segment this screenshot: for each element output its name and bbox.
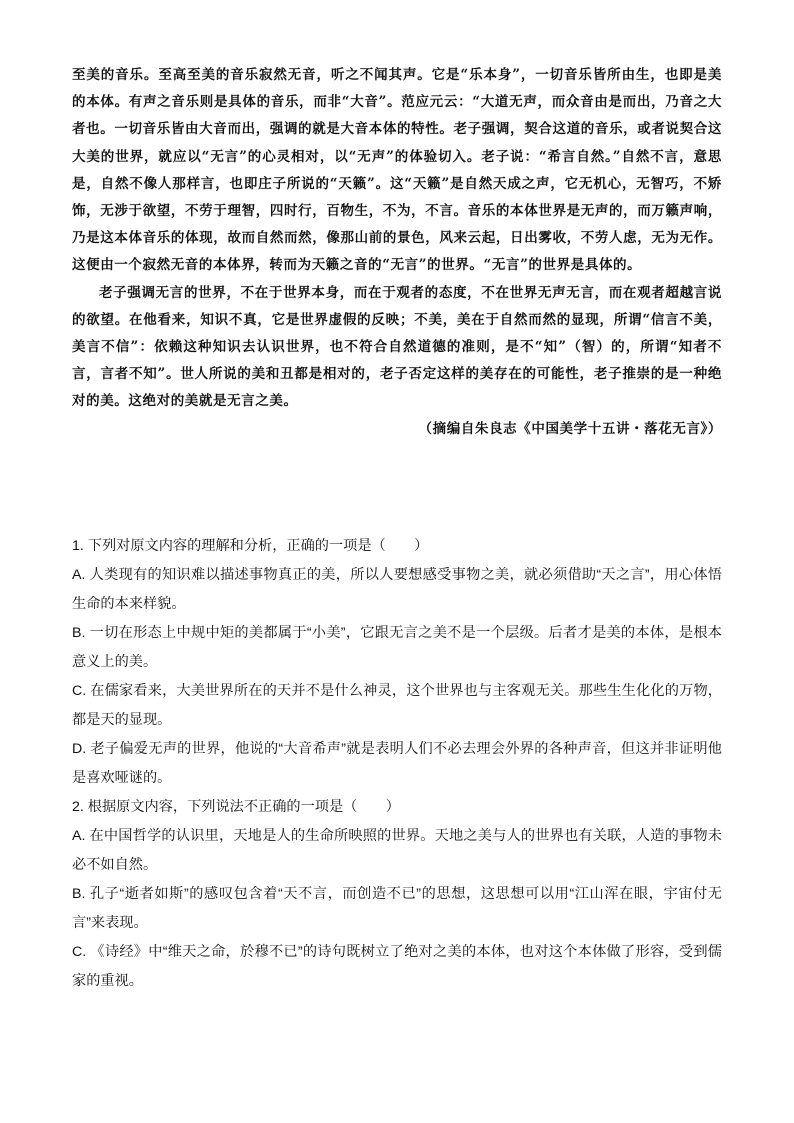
question-stem: 2. 根据原文内容，下列说法不正确的一项是（ ）	[72, 799, 400, 815]
option-d: D. 老子偏爱无声的世界，他说的“大音希声”就是表明人们不必去理会外界的各种声音，但这并非证明他是喜欢哑谜的。	[72, 741, 722, 786]
option-a: A. 人类现有的知识难以描述事物真正的美，所以人要想感受事物之美，就必须借助“天之言”，用心体悟生命的本来样貌。	[72, 567, 722, 612]
option-c: C. 《诗经》中“维天之命，於穆不已”的诗句既树立了绝对之美的本体，也对这个本体做了形容，受到儒家的重视。	[72, 944, 722, 989]
passage-source: （摘编自朱良志《中国美学十五讲・落花无言》）	[418, 420, 722, 437]
option-b: B. 一切在形态上中规中矩的美都属于“小美”，它跟无言之美不是一个层级。后者才是美的本体，是根本意义上的美。	[72, 625, 722, 670]
passage-paragraph-2: 老子强调无言的世界，不在于世界本身，而在于观者的态度，不在世界无声无言，而在观者超越言说的欲望。在他看来，知识不真，它是世界虚假的反映；不美，美在于自然而然的显现，所谓“信言不美，美言不信”：依赖这种知识去认识世界，也不符合自然道德的准则，是不“知”（智）的，所谓“知者不言，言者不知”。世人所说的美和丑都是相对的，老子否定这样的美存在的可能性，老子推崇的是一种绝对的美。这绝对的美就是无言之美。	[72, 284, 722, 410]
passage-paragraph-1: 至美的音乐。至高至美的音乐寂然无音，听之不闻其声。它是“乐本身”，一切音乐皆所由生，也即是美的本体。有声之音乐则是具体的音乐，而非“大音”。范应元云：“大道无声，而众音由是而出，乃音之大者也。一切音乐皆由大音而出，强调的就是大音本体的特性。老子强调，契合这道的音乐，或者说契合这大美的世界，就应以“无言”的心灵相对，以“无声”的体验切入。老子说：“希言自然。”自然不言，意思是，自然不像人那样言，也即庄子所说的“天籁”。这“天籁”是自然天成之声，它无机心，无智巧，不矫饰，无涉于欲望，不劳于理智，四时行，百物生，不为，不言。音乐的本体世界是无声的，而万籁声响，乃是这本体音乐的体现，故而自然而然，像那山前的景色，风来云起，日出雾收，不劳人虑，无为无作。这便由一个寂然无音的本体界，转而为天籁之音的“无言”的世界。“无言”的世界是具体的。	[72, 67, 722, 274]
option-a: A. 在中国哲学的认识里，天地是人的生命所映照的世界。天地之美与人的世界也有关联，人造的事物未必不如自然。	[72, 828, 722, 873]
option-b: B. 孔子“逝者如斯”的感叹包含着“天不言，而创造不已”的思想，这思想可以用“江山浑在眼，宇宙付无言”来表现。	[72, 886, 722, 931]
question-1	[72, 532, 722, 793]
reading-passage	[72, 62, 722, 443]
question-2	[72, 793, 722, 996]
option-c: C. 在儒家看来，大美世界所在的天并不是什么神灵，这个世界也与主客观无关。那些生生化化的万物，都是天的显现。	[72, 683, 722, 728]
question-stem: 1. 下列对原文内容的理解和分析，正确的一项是（ ）	[72, 538, 429, 554]
question-list	[72, 532, 722, 996]
